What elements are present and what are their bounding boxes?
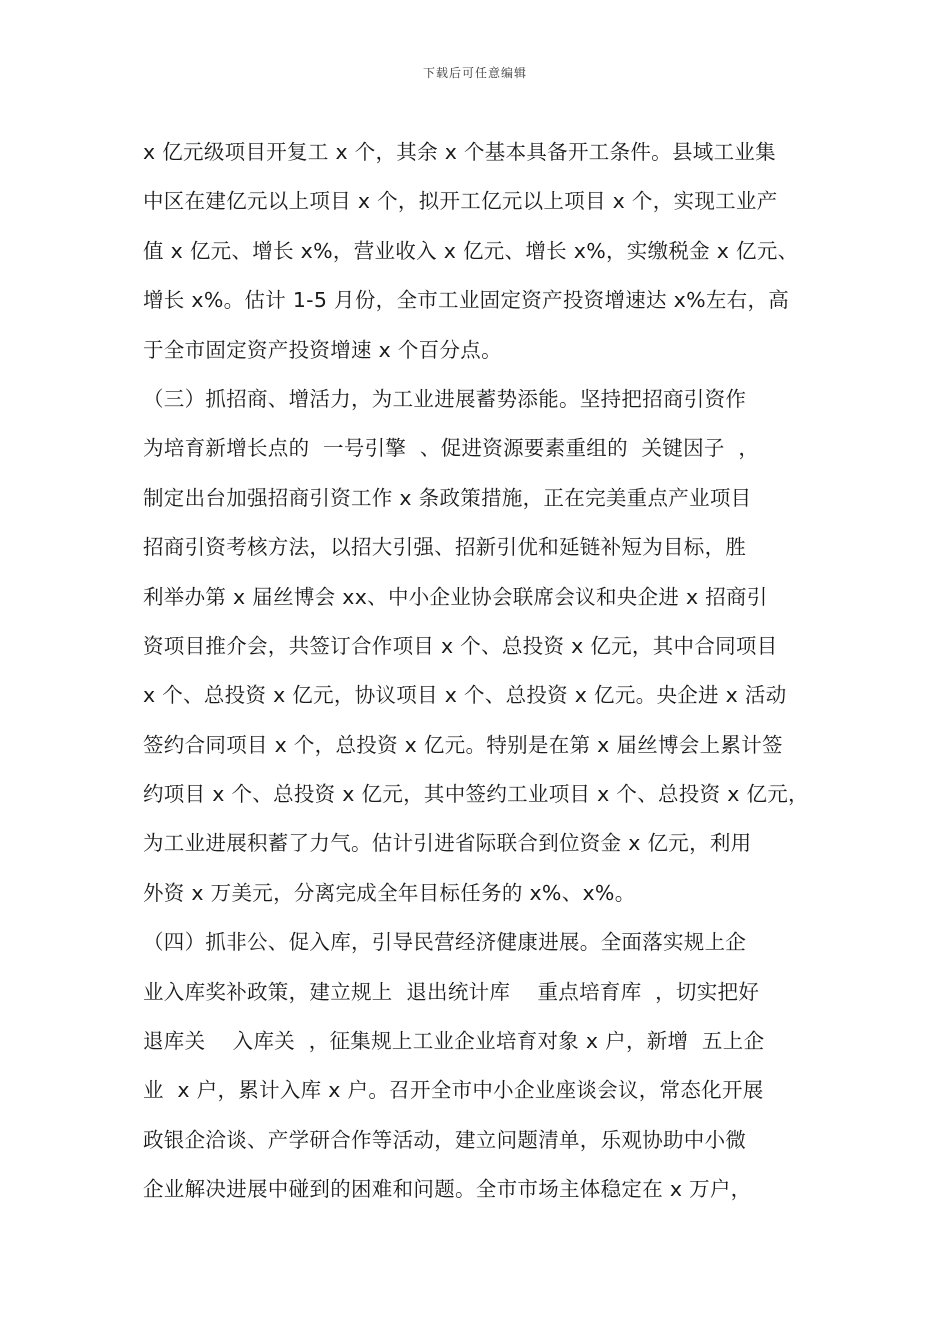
text-line: 资项目推介会，共签订合作项目 x 个、总投资 x 亿元，其中合同项目 <box>143 633 778 658</box>
text-line: 业入库奖补政策，建立规上 退出统计库 重点培育库 ，切实把好 <box>143 979 760 1004</box>
text-line: 制定出台加强招商引资工作 x 条政策措施，正在完美重点产业项目 <box>143 485 752 510</box>
text-line: 为培育新增长点的 一号引擎 、促进资源要素重组的 关键因子 ， <box>143 436 760 461</box>
document-body <box>143 128 813 1215</box>
text-line: 值 x 亿元、增长 x%，营业收入 x 亿元、增长 x%，实缴税金 x 亿元、 <box>143 238 799 263</box>
text-line: 约项目 x 个、总投资 x 亿元，其中签约工业项目 x 个、总投资 x 亿元， <box>143 782 809 807</box>
text-line: 增长 x%。估计 1-5 月份，全市工业固定资产投资增速达 x%左右，高 <box>143 288 790 313</box>
page-header: 下载后可任意编辑 <box>422 66 527 80</box>
text-line: 签约合同项目 x 个，总投资 x 亿元。特别是在第 x 届丝博会上累计签 <box>143 732 783 757</box>
text-line: 于全市固定资产投资增速 x 个百分点。 <box>143 337 502 362</box>
text-line: 中区在建亿元以上项目 x 个，拟开工亿元以上项目 x 个，实现工业产 <box>143 189 778 214</box>
text-line: 企业解决进展中碰到的困难和问题。全市市场主体稳定在 x 万户， <box>143 1177 752 1202</box>
text-line: 业 x 户，累计入库 x 户。召开全市中小企业座谈会议，常态化开展 <box>143 1078 764 1103</box>
text-line: 利举办第 x 届丝博会 xx、中小企业协会联席会议和央企进 x 招商引 <box>143 584 768 609</box>
text-line: x 个、总投资 x 亿元，协议项目 x 个、总投资 x 亿元。央企进 x 活动 <box>143 683 787 708</box>
text-line: 政银企洽谈、产学研合作等活动，建立问题清单，乐观协助中小微 <box>143 1127 747 1152</box>
text-line: x 亿元级项目开复工 x 个，其余 x 个基本具备开工条件。县域工业集 <box>143 140 776 164</box>
section-heading-line: （三）抓招商、增活力，为工业进展蓄势添能。坚持把招商引资作 <box>143 386 747 411</box>
text-line: 为工业进展积蓄了力气。估计引进省际联合到位资金 x 亿元，利用 <box>143 831 752 856</box>
text-line: 退库关 入库关 ，征集规上工业企业培育对象 x 户，新增 五上企 <box>143 1029 765 1054</box>
section-heading-line: （四）抓非公、促入库，引导民营经济健康进展。全面落实规上企 <box>143 930 747 955</box>
text-line: 外资 x 万美元，分离完成全年目标任务的 x%、x%。 <box>143 880 636 905</box>
text-line: 招商引资考核方法，以招大引强、招新引优和延链补短为目标，胜 <box>143 535 747 560</box>
